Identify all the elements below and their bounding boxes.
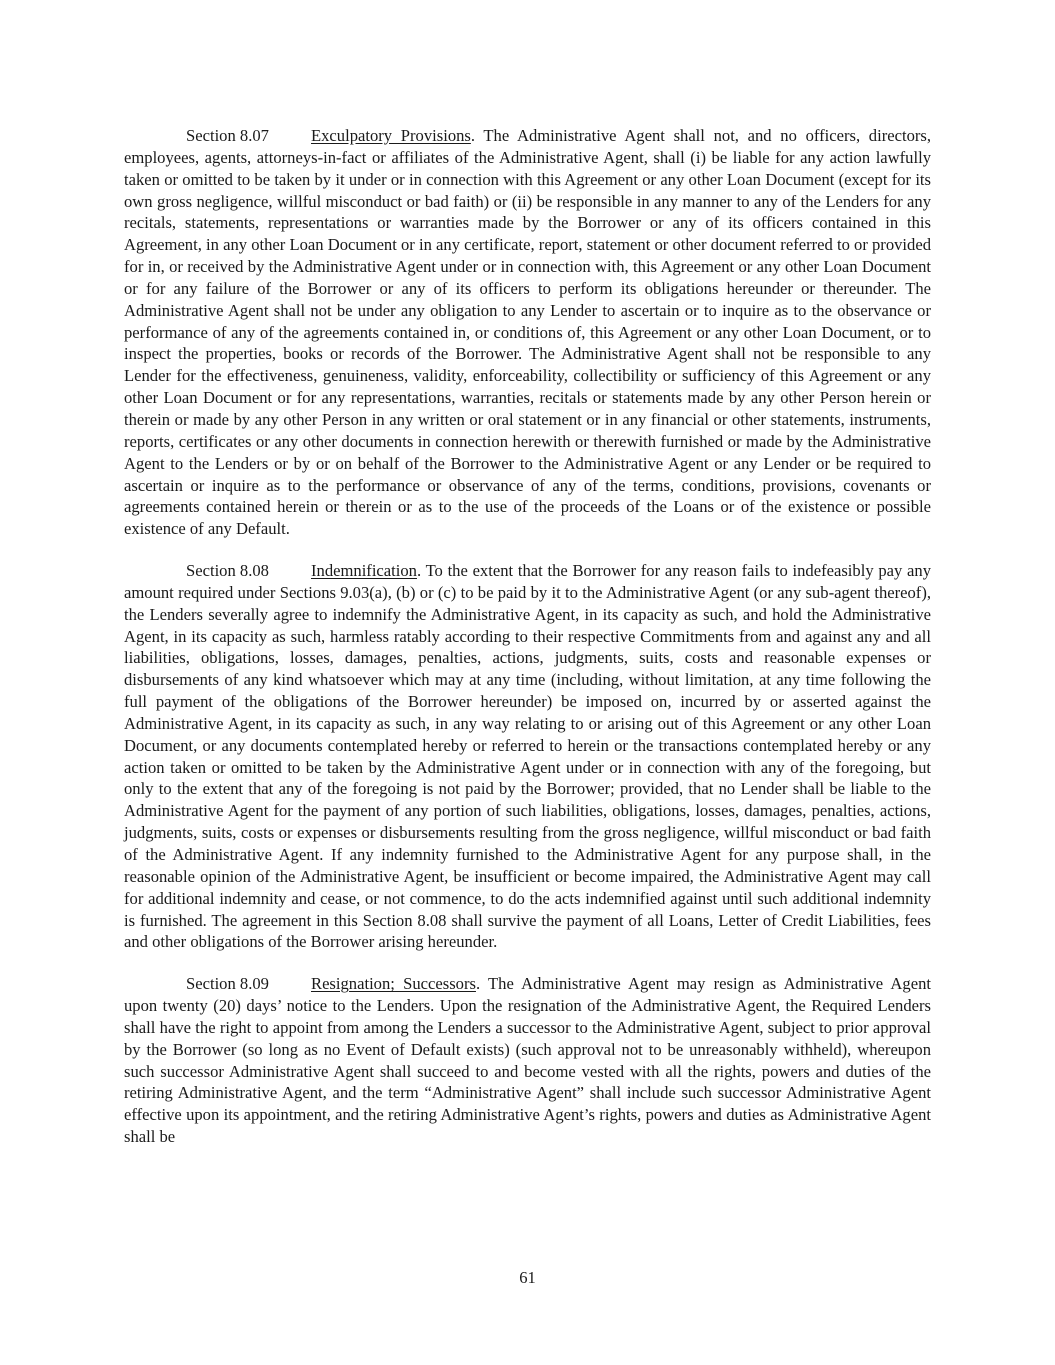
section-body: . The Administrative Agent shall not, and no officers, directors, employees, agents, attorneys-in-fact or affiliates of the Administrative Agent, shall (i) be liable for any action lawfully taken or omitted to be taken by it under or in connection with this Agreement or any other Loan Document (except for its own gross negligence, willful misconduct or bad faith) or (ii) be responsible in any manner to any of the Lenders for any recitals, statements, representations or warranties made by the Borrower or any of its officers contained in this Agreement, in any other Loan Document or in any certificate, report, statement or other document referred to or provided for in, or received by the Administrative Agent under or in connection with, this Agreement or any other Loan Document or for any failure of the Borrower or any of its officers to perform its obligations hereunder or thereunder. The Administrative Agent shall not be under any obligation to any Lender to ascertain or to inquire as to the observance or performance of any of the agreements contained in, or conditions of, this Agreement or any other Loan Document, or to inspect the properties, books or records of the Borrower. The Administrative Agent shall not be responsible to any Lender for the effectiveness, genuineness, validity, enforceability, collectibility or sufficiency of this Agreement or any other Loan Document or for any representations, warranties, recitals or statements made by any other Person herein or therein or made by any other Person in any written or oral statement or in any financial or other statements, instruments, reports, certificates or any other documents in connection herewith or therewith furnished or made by the Administrative Agent to the Lenders or by or on behalf of the Borrower to the Administrative Agent or any Lender or be required to ascertain or inquire as to the performance or observance of any of the terms, conditions, provisions, covenants or agreements contained herein or therein or as to the use of the proceeds of the Loans or of the existence or possible existence of any Default. (124, 126, 932, 539)
section-8-08 (124, 560, 931, 953)
document-page (124, 125, 931, 1168)
section-number: Section 8.09 (186, 974, 269, 994)
section-title: Exculpatory Provisions (311, 126, 471, 145)
section-title: Resignation; Successors (311, 974, 476, 994)
section-body: . To the extent that the Borrower for any reason fails to indefeasibly pay any amount required under Sections 9.03(a), (b) or (c) to be paid by it to the Administrative Agent (or any sub-agent thereof), the Lenders severally agree to indemnify the Administrative Agent, in its capacity as such, and hold the Administrative Agent, in its capacity as such, harmless ratably according to their respective Commitments from and against any and all liabilities, obligations, losses, damages, penalties, actions, judgments, suits, costs and reasonable expenses or disbursements of any kind whatsoever which may at any time (including, without limitation, at any time following the full payment of the obligations of the Borrower hereunder) be imposed on, incurred by or asserted against the Administrative Agent, in its capacity as such, in any way relating to or arising out of this Agreement or any other Loan Document, or any documents contemplated hereby or referred to herein or the transactions contemplated hereby or any action taken or omitted to be taken by the Administrative Agent under or in connection with any of the foregoing, but only to the extent that any of the foregoing is not paid by the Borrower; provided, that no Lender shall be liable to the Administrative Agent for the payment of any portion of such liabilities, obligations, losses, damages, penalties, actions, judgments, suits, costs or expenses or disbursements resulting from the gross negligence, willful misconduct or bad faith of the Administrative Agent. If any indemnity furnished to the Administrative Agent for any purpose shall, in the reasonable opinion of the Administrative Agent, be insufficient or become impaired, the Administrative Agent may call for additional indemnity and cease, or not commence, to do the acts indemnified against until such additional indemnity is furnished. The agreement in this Section 8.08 shall survive the payment of all Loans, Letter of Credit Liabilities, fees and other obligations of the Borrower arising hereunder. (124, 561, 931, 952)
page-number: 61 (519, 1268, 536, 1287)
section-body: . The Administrative Agent may resign as Administrative Agent upon twenty (20) days’ notice to the Lenders. Upon the resignation of the Administrative Agent, the Required Lenders shall have the right to appoint from among the Lenders a successor to the Administrative Agent, subject to prior approval by the Borrower (so long as no Event of Default exists) (such approval not to be unreasonably withheld), whereupon such successor Administrative Agent shall succeed to and become vested with all the rights, powers and duties of the retiring Administrative Agent, and the term “Administrative Agent” shall include such successor Administrative Agent effective upon its appointment, and the retiring Administrative Agent’s rights, powers and duties as Administrative Agent shall be (124, 974, 931, 1147)
section-8-09 (124, 973, 931, 1148)
section-number: Section 8.07 (186, 126, 269, 145)
section-title: Indemnification (311, 561, 417, 581)
section-8-07 (124, 125, 931, 540)
section-number: Section 8.08 (186, 561, 269, 581)
